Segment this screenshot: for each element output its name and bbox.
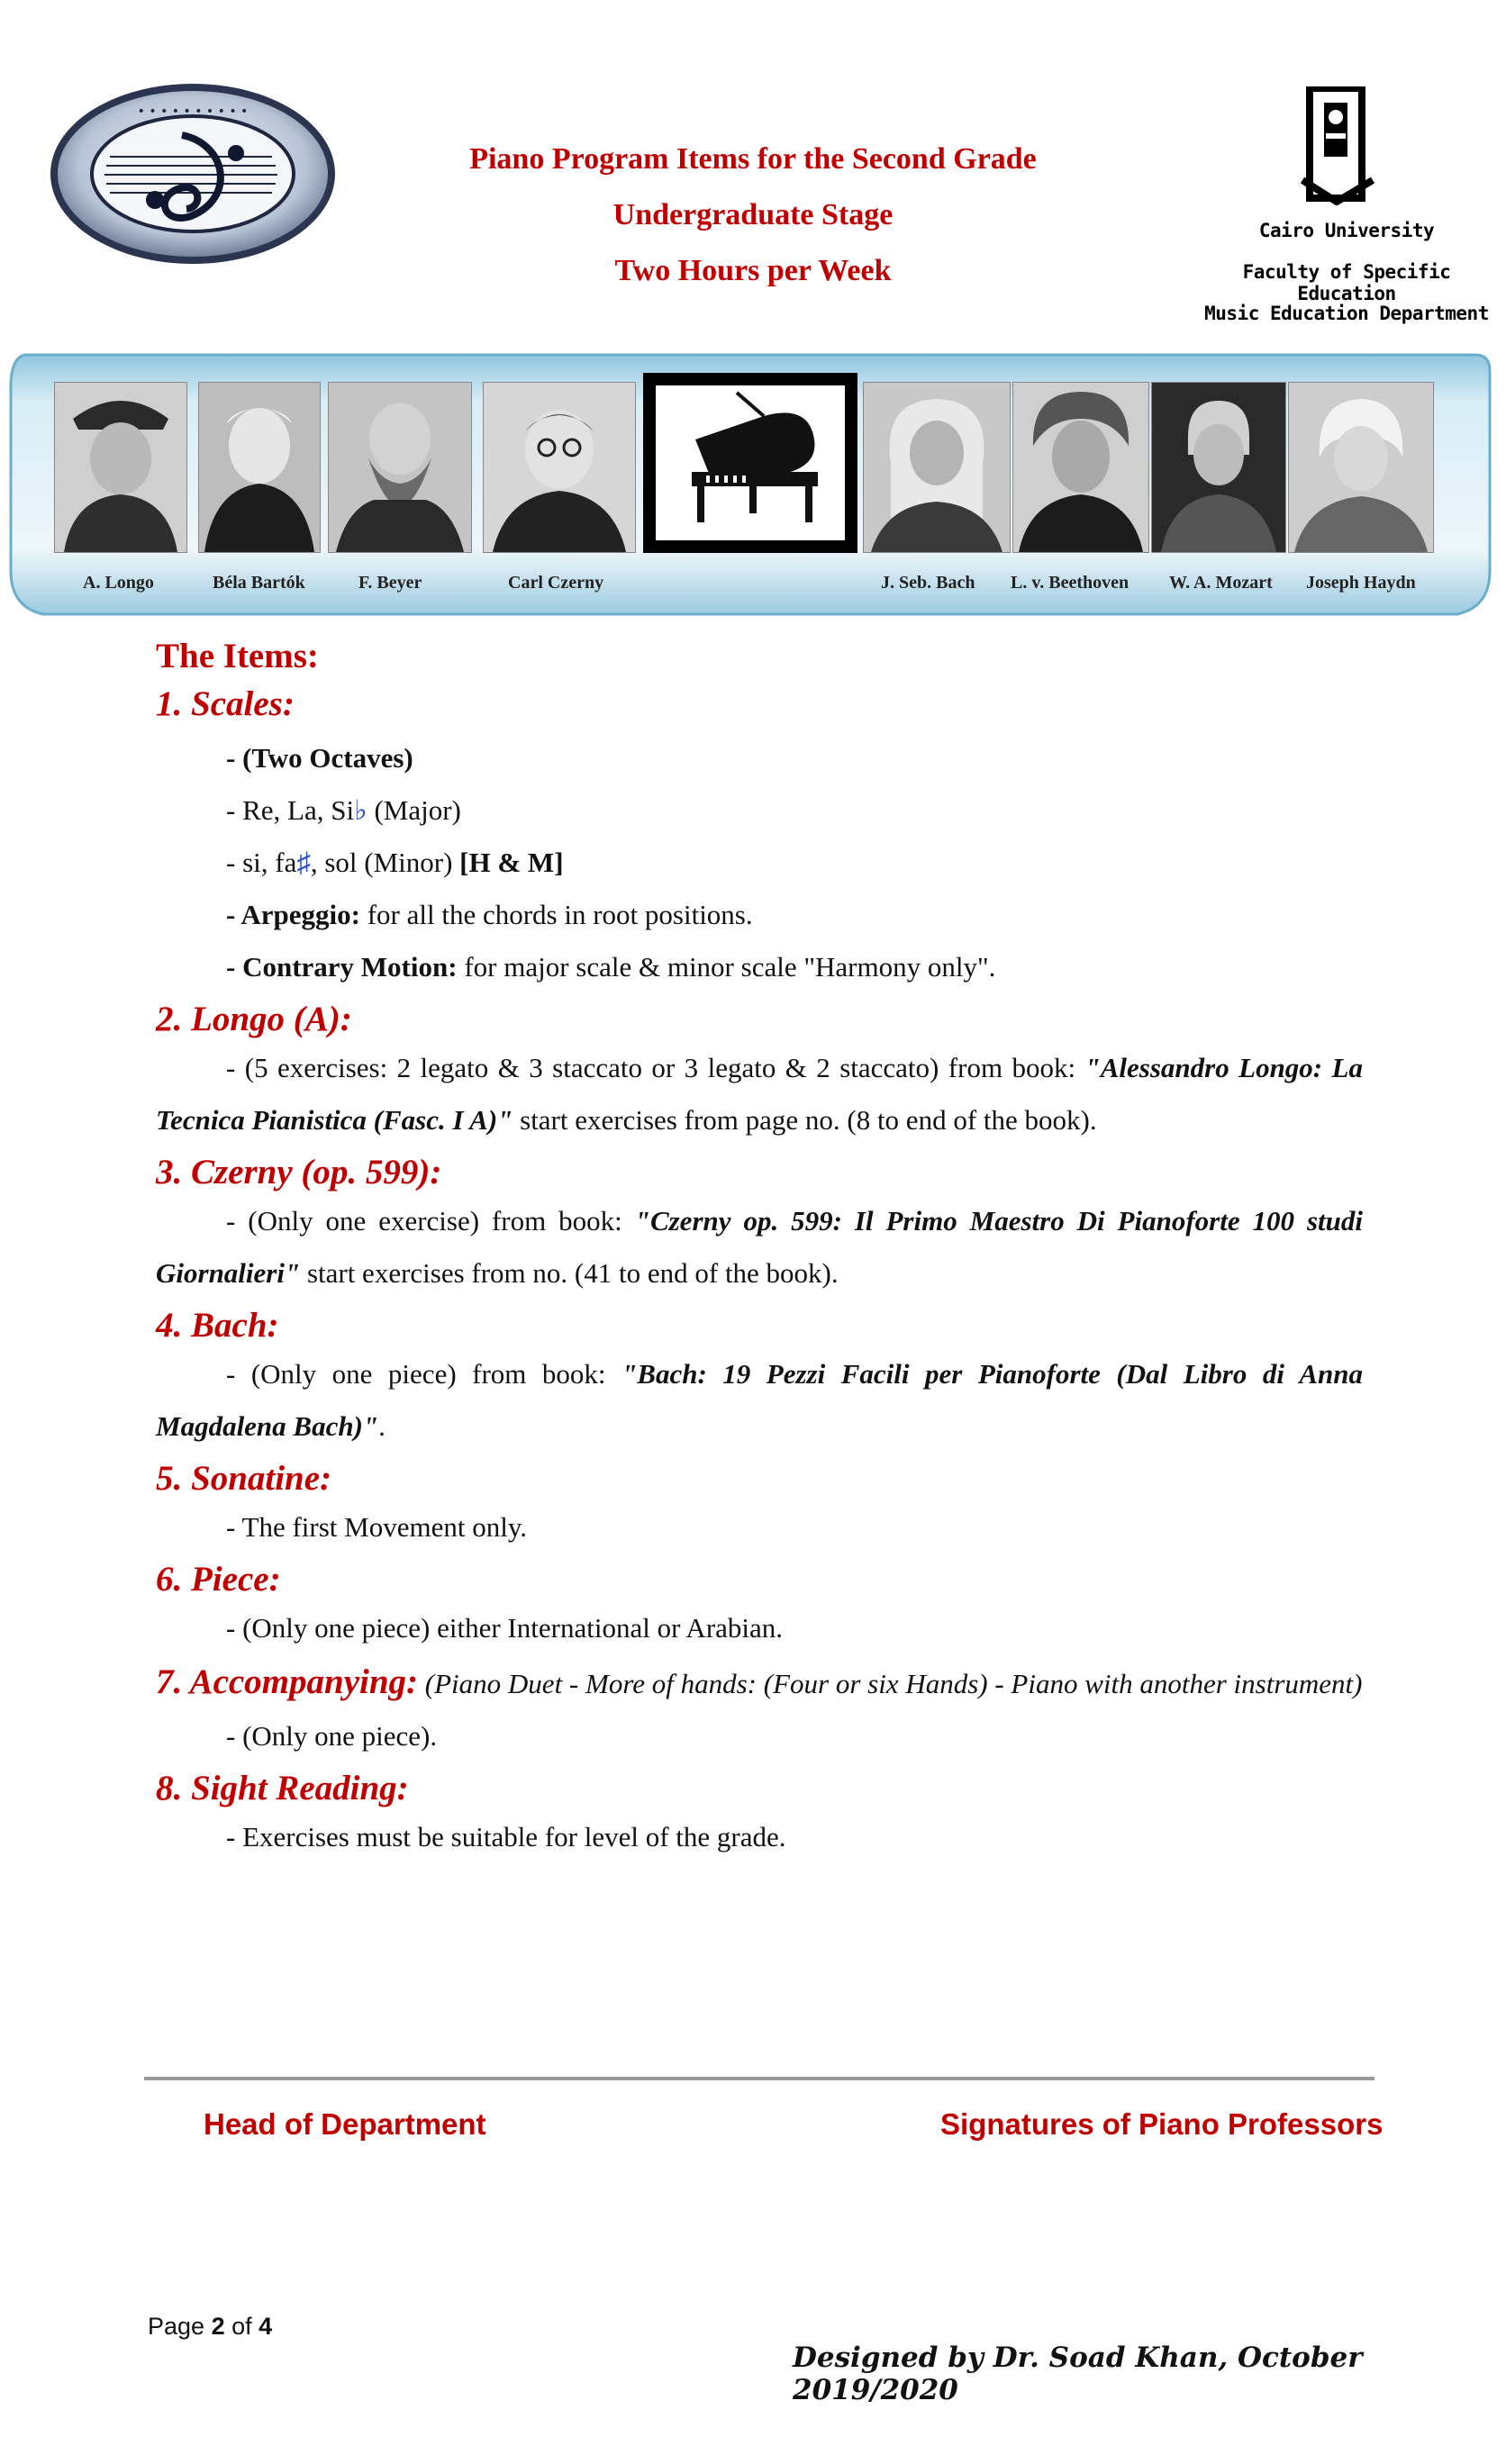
accompanying-note: (Piano Duet - More of hands: (Four or six Hands) - Piano with another instrument): [418, 1668, 1363, 1699]
accompanying-text: - (Only one piece).: [226, 1720, 438, 1752]
items-heading: The Items:: [156, 637, 319, 675]
head-of-department-label: Head of Department: [204, 2107, 486, 2141]
section-heading-accompanying: 7. Accompanying:: [156, 1662, 419, 1701]
portrait-longo: [54, 382, 187, 553]
divider: [144, 2077, 1374, 2080]
portrait-bach: [863, 382, 1011, 553]
program-title: Piano Program Items for the Second Grade: [469, 142, 1037, 176]
cairo-university-logo: [1297, 86, 1378, 205]
scales-minor: - si, fa♯, sol (Minor) [H & M]: [226, 847, 564, 878]
flat-icon: ♭: [354, 794, 367, 826]
bach-text: - (Only one piece) from book: "Bach: 19 Pezzi Facili per Pianoforte (Dal Libro di Anna Magdalena Bach)".: [156, 1358, 1363, 1442]
composer-name-beyer: F. Beyer: [358, 573, 422, 593]
scales-contrary-motion: - Contrary Motion: for major scale & minor scale "Harmony only".: [226, 951, 996, 983]
faculty-logo: [47, 81, 339, 267]
grand-piano-icon: [656, 385, 845, 540]
scales-major: - Re, La, Si♭ (Major): [226, 794, 461, 826]
items-content: [156, 636, 1363, 1863]
portrait-haydn: [1288, 382, 1434, 553]
portrait-beethoven: [1012, 382, 1149, 553]
university-name: Cairo University: [1258, 220, 1435, 241]
signatures-label: Signatures of Piano Professors: [940, 2107, 1384, 2141]
composer-name-czerny: Carl Czerny: [508, 573, 604, 593]
sharp-icon: ♯: [296, 847, 311, 878]
composer-name-haydn: Joseph Haydn: [1306, 573, 1416, 593]
composer-name-beethoven: L. v. Beethoven: [1011, 573, 1130, 593]
section-heading-scales: 1. Scales:: [156, 684, 295, 723]
section-heading-bach: 4. Bach:: [156, 1306, 279, 1345]
designed-by: Designed by Dr. Soad Khan, October 2019/2020: [793, 2342, 1363, 2406]
page-number: Page 2 of 4: [148, 2313, 273, 2340]
hours-subtitle: Two Hours per Week: [614, 254, 892, 287]
longo-text: - (5 exercises: 2 legato & 3 staccato or 3 legato & 2 staccato) from book: "Alessandro Longo: La Tecnica Pianistica (Fasc. I A)" start exercises from page no. (8 to end of the book).: [156, 1052, 1363, 1136]
svg-text:• • • • • • • • • •: • • • • • • • • • •: [137, 104, 249, 119]
portrait-bartok: [198, 382, 321, 553]
section-heading-czerny: 3. Czerny (op. 599):: [156, 1153, 442, 1191]
composer-name-longo: A. Longo: [83, 573, 154, 593]
section-heading-piece: 6. Piece:: [156, 1560, 281, 1599]
section-heading-sonatine: 5. Sonatine:: [156, 1459, 332, 1498]
accompanying-block: [156, 1658, 1363, 1710]
portrait-mozart: [1151, 382, 1286, 553]
scales-octaves: - (Two Octaves): [226, 742, 413, 774]
stage-subtitle: Undergraduate Stage: [612, 198, 894, 231]
sight-reading-text: - Exercises must be suitable for level of the grade.: [226, 1821, 786, 1853]
department-name: Music Education Department: [1204, 303, 1489, 324]
composer-name-mozart: W. A. Mozart: [1169, 573, 1273, 593]
faculty-name: Faculty of Specific Education: [1242, 261, 1451, 304]
portrait-beyer: [328, 382, 472, 553]
sonatine-text: - The first Movement only.: [226, 1511, 528, 1543]
piano-frame: [643, 373, 857, 553]
piece-text: - (Only one piece) either International or Arabian.: [226, 1612, 784, 1644]
section-heading-longo: 2. Longo (A):: [156, 1000, 352, 1038]
section-heading-sight-reading: 8. Sight Reading:: [156, 1769, 409, 1807]
composer-name-bach: J. Seb. Bach: [881, 573, 975, 593]
czerny-text: - (Only one exercise) from book: "Czerny op. 599: Il Primo Maestro Di Pianoforte 100 studi Giornalieri" start exercises from no. (41 to end of the book).: [156, 1205, 1363, 1289]
scales-arpeggio: - Arpeggio: for all the chords in root positions.: [226, 899, 753, 930]
composer-name-bartok: Béla Bartók: [213, 573, 305, 593]
portrait-czerny: [483, 382, 636, 553]
